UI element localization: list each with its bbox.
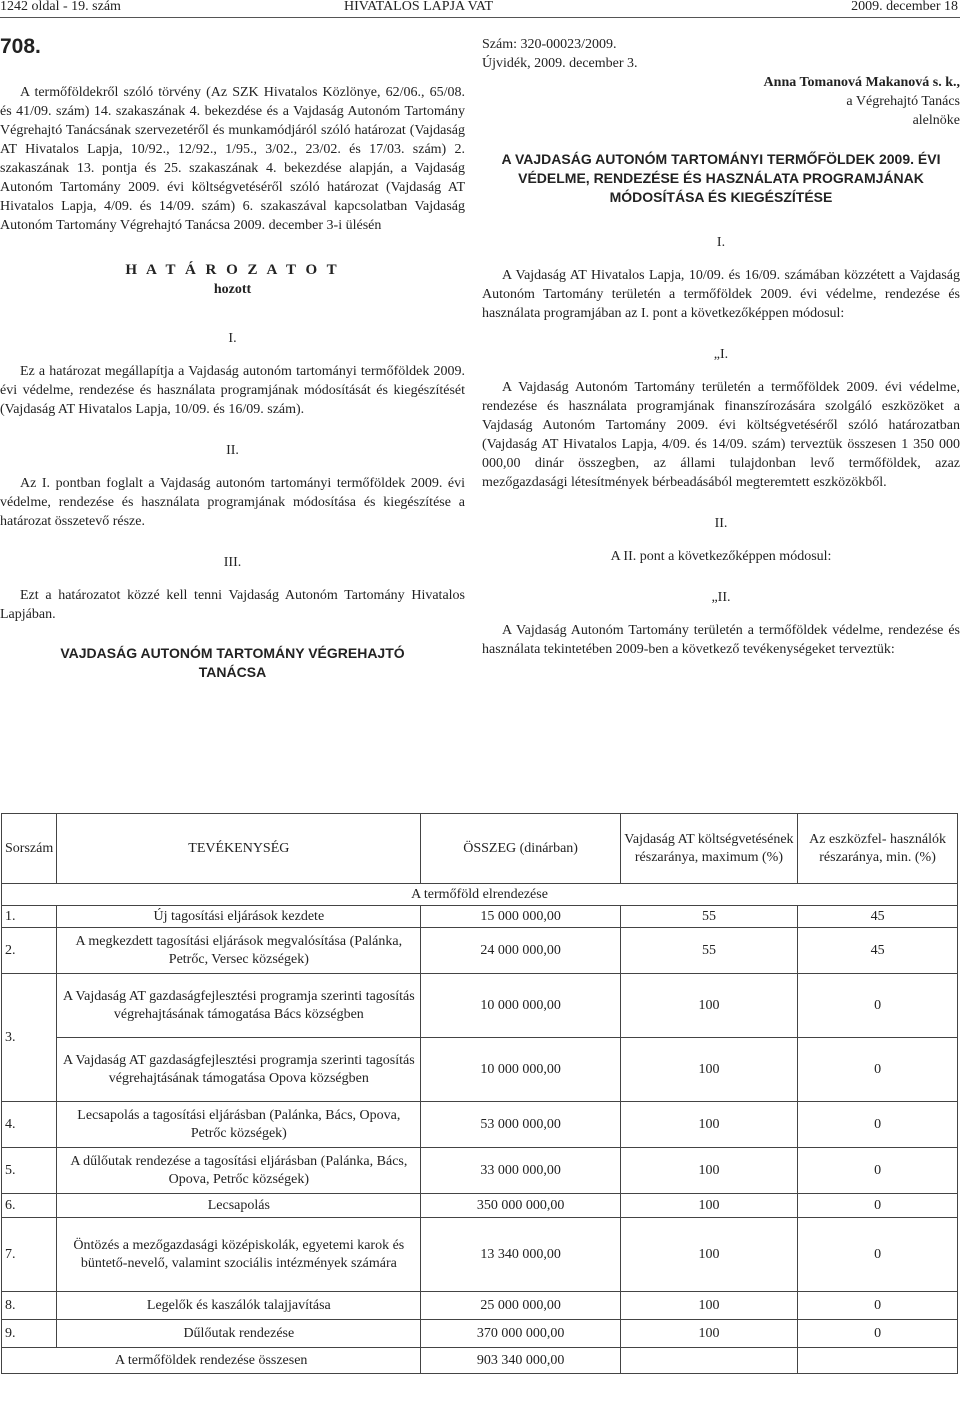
row-activity: Új tagosítási eljárások kezdete <box>57 906 421 928</box>
document-number: Szám: 320-00023/2009. <box>482 37 617 52</box>
row-user-share: 45 <box>798 906 958 928</box>
row-budget-share: 55 <box>620 928 797 974</box>
total-label: A termőföldek rendezése összesen <box>2 1348 421 1374</box>
row-amount: 10 000 000,00 <box>421 974 620 1038</box>
table-row <box>2 1038 958 1102</box>
row-amount: 15 000 000,00 <box>421 906 620 928</box>
row-activity: Lecsapolás a tagosítási eljárásban (Palánka, Bács, Opova, Petrőc községek) <box>57 1102 421 1148</box>
hatarozat-heading: H A T Á R O Z A T O T <box>125 262 340 278</box>
row-number: 7. <box>2 1218 57 1292</box>
r-section-2-title: II. <box>714 516 728 531</box>
page-number: 1242 oldal - 19. szám <box>0 0 121 14</box>
table-row <box>2 1194 958 1218</box>
row-number: 3. <box>2 974 57 1102</box>
total-empty-cell <box>798 1348 958 1374</box>
place-date: Újvidék, 2009. december 3. <box>482 56 638 71</box>
table-row <box>2 974 958 1038</box>
row-amount: 13 340 000,00 <box>421 1218 620 1292</box>
table-section-row <box>2 884 958 906</box>
header-koltsegvetes: Vajdaság AT költségvetésének részaránya, maximum (%) <box>620 814 797 884</box>
section-label: A termőföld elrendezése <box>2 884 958 906</box>
row-number: 4. <box>2 1102 57 1148</box>
row-activity: A Vajdaság AT gazdaságfejlesztési programja szerinti tagosítás végrehajtásának támogatása Opova községben <box>57 1038 421 1102</box>
table-row <box>2 906 958 928</box>
row-budget-share: 100 <box>620 1218 797 1292</box>
table-row <box>2 1292 958 1320</box>
section-3-text: Ezt a határozatot közzé kell tenni Vajdaság Autonóm Tartomány Hivatalos Lapjában. <box>0 588 465 622</box>
row-user-share: 0 <box>798 1148 958 1194</box>
signer-role-1: a Végrehajtó Tanács <box>846 94 960 109</box>
row-budget-share: 100 <box>620 1320 797 1348</box>
row-number: 8. <box>2 1292 57 1320</box>
signer-role-2: alelnöke <box>912 113 960 128</box>
row-amount: 25 000 000,00 <box>421 1292 620 1320</box>
table-row <box>2 1218 958 1292</box>
section-1-title: I. <box>228 331 237 346</box>
decision-number: 708. <box>0 35 41 58</box>
total-empty-cell <box>620 1348 797 1374</box>
decision-intro: A termőföldekről szóló törvény (Az SZK Hivatalos Közlönye, 62/06., 65/08. és 41/09. szám) 14. szakaszának 4. bekezdése és a Vajdaság Autonóm Tartomány Végrehajtó Tanácsának szervezetéről és munkamódjáról szóló határozat (Vajdaság AT Hivatalos Lapja, 10/92., 12/92., 1/95., 3/02., 23/02. és 17/03. szám) 2. szakaszának 13. pontja és 25. szakaszának 4. bekezdése alapján, a Vajdaság Autonóm Tartomány 2009. évi költségvetéséről szóló határozat (Vajdaság AT Hivatalos Lapja, 4/09. és 14/09. szám) 6. szakaszával kapcsolatban Vajdaság Autonóm Tartomány Végrehajtó Tanácsa 2009. december 3-i ülésén <box>0 85 465 233</box>
activities-table <box>1 813 958 1374</box>
r-section-1-text: A Vajdaság AT Hivatalos Lapja, 10/09. és 16/09. számában közzétett a Vajdaság Autonóm Tartomány területén a termőföldek 2009. évi védelme, rendezése és használata programjában az I. pont a következőképpen módosul: <box>482 268 960 321</box>
journal-title: HIVATALOS LAPJA VAT <box>344 0 494 14</box>
row-amount: 53 000 000,00 <box>421 1102 620 1148</box>
table-row <box>2 1102 958 1148</box>
row-amount: 33 000 000,00 <box>421 1148 620 1194</box>
row-user-share: 0 <box>798 1320 958 1348</box>
total-amount: 903 340 000,00 <box>421 1348 620 1374</box>
row-amount: 350 000 000,00 <box>421 1194 620 1218</box>
quoted-section-2-title: „II. <box>711 590 731 605</box>
header-sorszam: Sorszám <box>2 814 57 884</box>
row-budget-share: 55 <box>620 906 797 928</box>
row-budget-share: 100 <box>620 1102 797 1148</box>
quoted-section-1-title: „I. <box>713 347 729 362</box>
issue-date: 2009. december 18 <box>851 0 958 14</box>
row-user-share: 0 <box>798 1102 958 1148</box>
row-number: 6. <box>2 1194 57 1218</box>
row-number: 5. <box>2 1148 57 1194</box>
row-amount: 24 000 000,00 <box>421 928 620 974</box>
row-number: 2. <box>2 928 57 974</box>
table-row <box>2 1320 958 1348</box>
row-number: 9. <box>2 1320 57 1348</box>
table-row <box>2 928 958 974</box>
row-budget-share: 100 <box>620 1148 797 1194</box>
row-user-share: 45 <box>798 928 958 974</box>
left-column <box>0 35 465 682</box>
row-activity: Öntözés a mezőgazdasági középiskolák, egyetemi karok és büntető-nevelő, valamint szociális intézmények számára <box>57 1218 421 1292</box>
r-section-2-text: A II. pont a következőképpen módosul: <box>610 549 832 564</box>
row-user-share: 0 <box>798 1292 958 1320</box>
table-header-row <box>2 814 958 884</box>
header-osszeg: ÖSSZEG (dinárban) <box>421 814 620 884</box>
program-title: A VAJDASÁG AUTONÓM TARTOMÁNYI TERMŐFÖLDEK 2009. ÉVI VÉDELME, RENDEZÉSE ÉS HASZNÁLATA PROGRAMJÁNAK MÓDOSÍTÁSA ÉS KIEGÉSZÍTÉSE <box>501 151 941 205</box>
hozott-label: hozott <box>213 282 252 297</box>
row-activity: A dűlőutak rendezése a tagosítási eljárásban (Palánka, Bács, Opova, Petrőc községek) <box>57 1148 421 1194</box>
row-budget-share: 100 <box>620 1038 797 1102</box>
section-2-text: Az I. pontban foglalt a Vajdaság autonóm tartományi termőföldek 2009. évi védelme, rendezése és használata programjának módosítása és kiegészítése a határozat összetevő része. <box>0 476 465 529</box>
header-rule <box>0 17 960 18</box>
row-user-share: 0 <box>798 974 958 1038</box>
row-activity: A Vajdaság AT gazdaságfejlesztési programja szerinti tagosítás végrehajtásának támogatása Bács községben <box>57 974 421 1038</box>
header-eszkozfelhasznalok: Az eszközfel- használók részaránya, min. (%) <box>798 814 958 884</box>
table-total-row <box>2 1348 958 1374</box>
r-section-1-title: I. <box>716 235 726 250</box>
row-activity: Dűlőutak rendezése <box>57 1320 421 1348</box>
section-1-text: Ez a határozat megállapítja a Vajdaság autonóm tartományi termőföldek 2009. évi védelme, rendezése és használata programjának módosítását és kiegészítését (Vajdaság AT Hivatalos Lapja, 10/09. és 16/09. szám). <box>0 364 465 417</box>
row-amount: 10 000 000,00 <box>421 1038 620 1102</box>
row-user-share: 0 <box>798 1218 958 1292</box>
row-activity: A megkezdett tagosítási eljárások megvalósítása (Palánka, Petrőc, Versec községek) <box>57 928 421 974</box>
table-row <box>2 1148 958 1194</box>
row-budget-share: 100 <box>620 974 797 1038</box>
row-budget-share: 100 <box>620 1194 797 1218</box>
right-column <box>482 35 960 659</box>
section-2-title: II. <box>226 443 239 458</box>
row-user-share: 0 <box>798 1194 958 1218</box>
row-amount: 370 000 000,00 <box>421 1320 620 1348</box>
quoted-section-1-text: A Vajdaság Autonóm Tartomány területén a termőföldek 2009. évi védelme, rendezése és használata programjának finanszírozására szolgáló eszközöket a Vajdaság Autonóm Tartomány 2009. évi költségvetéséről szóló határozatban (Vajdaság AT Hivatalos Lapja, 4/09. és 14/09. szám) terveztük összesen 1 350 000 000,00 dinár összegben, az állami tulajdonban levő termőföldek, azaz mezőgazdasági létesítmények bérbeadásából megteremtett eszközökből. <box>482 380 960 490</box>
council-name: VAJDASÁG AUTONÓM TARTOMÁNY VÉGREHAJTÓ TANÁCSA <box>60 645 405 680</box>
page-header <box>0 0 960 18</box>
row-budget-share: 100 <box>620 1292 797 1320</box>
row-activity: Legelők és kaszálók talajjavítása <box>57 1292 421 1320</box>
header-tevekenyseg: TEVÉKENYSÉG <box>57 814 421 884</box>
row-activity: Lecsapolás <box>57 1194 421 1218</box>
row-number: 1. <box>2 906 57 928</box>
row-user-share: 0 <box>798 1038 958 1102</box>
section-3-title: III. <box>223 555 242 570</box>
signer-name: Anna Tomanová Makanová s. k., <box>763 75 960 90</box>
quoted-section-2-text: A Vajdaság Autonóm Tartomány területén a termőföldek védelme, rendezése és használata tekintetében 2009-ben a következő tevékenységeket terveztük: <box>482 623 960 657</box>
